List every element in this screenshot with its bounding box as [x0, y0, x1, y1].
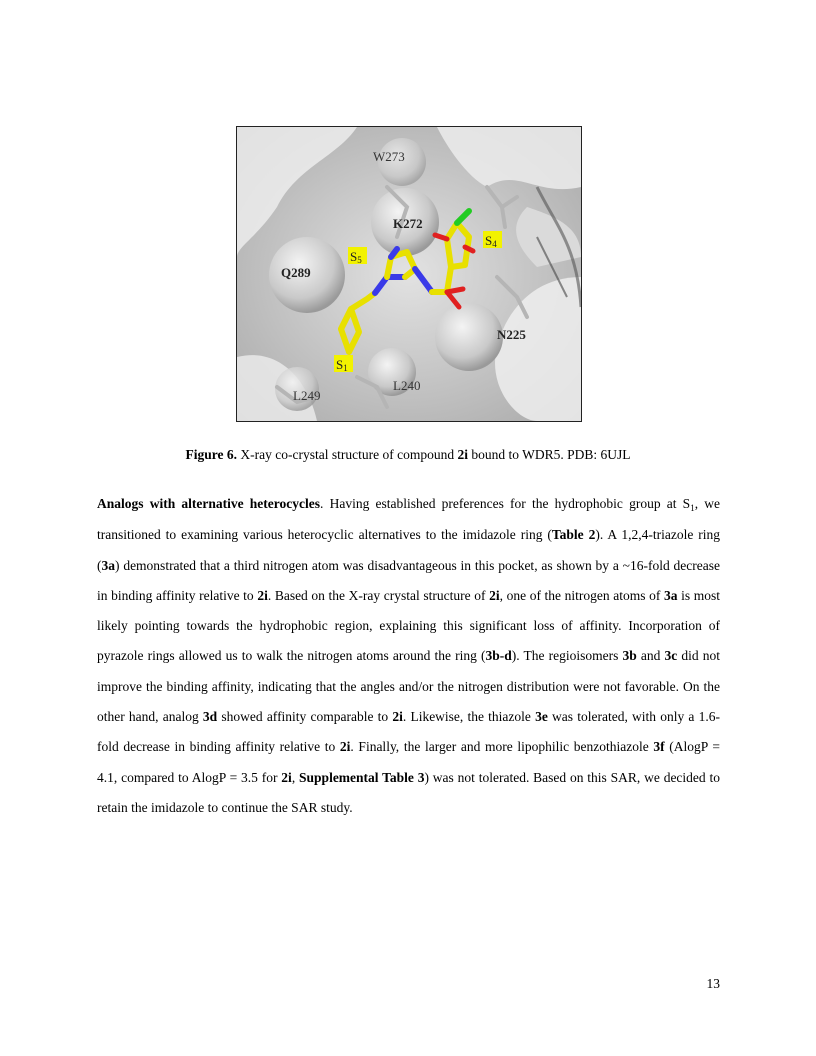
page-number: 13: [706, 976, 720, 991]
site-label-s1: [334, 355, 353, 373]
residue-label-n225: N225: [497, 327, 526, 342]
body-paragraph: Analogs with alternative heterocycles. Having established preferences for the hydrophobic group at $S_1$, we transitioned to examining various heterocyclic alternatives to the imidazole ring (Table 2). A 1,2,4-triazole ring (3a) demonstrated that a third nitrogen atom was disadvantageous in this pocket, as shown by a ~16-fold decrease in binding affinity relative to 2i. Based on the X-ray crystal structure of 2i, one of the nitrogen atoms of 3a is most likely pointing towards the hydrophobic region, explaining this significant loss of affinity. Incorporation of pyrazole rings allowed us to walk the nitrogen atoms around the ring (3b-d). The regioisomers 3b and 3c did not improve the binding affinity, indicating that the angles and/or the nitrogen distribution were not favorable. On the other hand, analog 3d showed affinity comparable to 2i. Likewise, the thiazole 3e was tolerated, with only a 1.6-fold decrease in binding affinity relative to 2i. Finally, the larger and more lipophilic benzothiazole 3f (AlogP = 4.1, compared to AlogP = 3.5 for 2i, Supplemental Table 3) was not tolerated. Based on this SAR, we decided to retain the imidazole to continue the SAR study.: [97, 496, 721, 815]
residue-label-w273: W273: [373, 149, 405, 164]
residue-label-k272: K272: [393, 216, 423, 231]
residue-label-q289: Q289: [281, 265, 311, 280]
svg-text:S1: S1: [336, 357, 348, 373]
site-label-s5: [348, 247, 367, 265]
svg-text:S5: S5: [350, 249, 362, 265]
residue-label-l249: L249: [293, 388, 321, 403]
svg-text:S4: S4: [485, 233, 497, 249]
protein-surface-render: [237, 127, 581, 421]
figure-caption-label: Figure 6.: [185, 447, 238, 462]
figure-6-image: [236, 126, 582, 422]
section-heading: Analogs with alternative heterocycles: [97, 496, 321, 511]
site-label-s4: [483, 231, 502, 249]
residue-label-l240: L240: [393, 378, 421, 393]
figure-caption: Figure 6. X-ray co-crystal structure of compound 2i bound to WDR5. PDB: 6UJL: [185, 447, 631, 462]
